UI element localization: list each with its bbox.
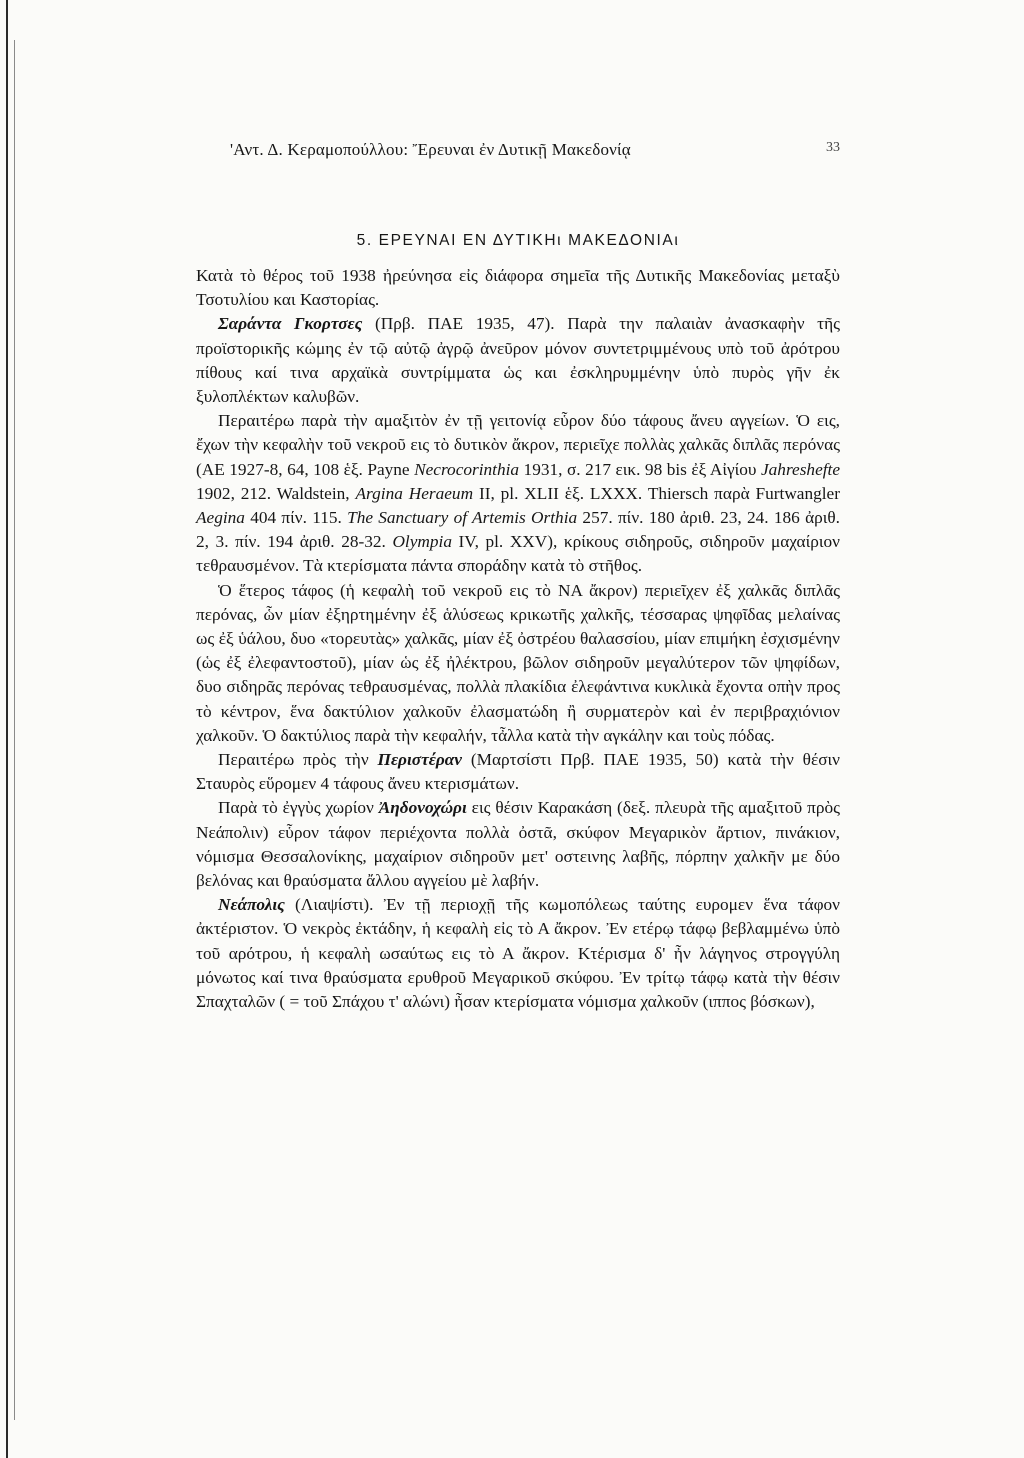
paragraph-second-grave (196, 579, 840, 748)
paragraph-text: (Λιαψίστι). Ἐν τῇ περιοχῇ τῆς κωμοπόλεως ταύτης ευρομεν ἕνα τάφον ἀκτέριστον. Ὁ νεκρὸς ἐκτάδην, ἡ κεφαλὴ εἰς τὸ Α ἄκρον. Ἐν ετέρῳ τάφῳ βεβλαμμένω ὑπὸ τοῦ αρότρου, ἡ κεφαλὴ ωσαύτως εις τὸ Α ἄκρον. Κτέρισμα δ' ἦν λάγηνος στρογγύλη μόνωτος καί τινα θραύσματα ερυθροῦ Μεγαρικοῦ σκύφου. Ἐν τρίτῳ τάφῳ κατὰ τὴν θέσιν Σπαχταλῶν ( = τοῦ Σπάχου τ' αλώνι) ἦσαν κτερίσματα νόμισμα χαλκοῦν (ιππος βόσκων), (196, 895, 840, 1012)
running-header (196, 140, 840, 166)
place-name: Νεάπολις (218, 895, 285, 915)
text-segment: Περαιτέρω παρὰ τὴν αμαξιτὸν ἐν τῇ γειτονίᾳ εὗρον δύο τάφους ἄνευ αγγείων. Ὁ εις, ἔχων τὴν κεφαλὴν τοῦ νεκροῦ εις τὸ δυτικὸν ἄκρον, περιεῖχε πολλὰς χαλκᾶς διπλᾶς περόνας (ΑΕ 1927-8, 64, 108 ἑξ. Payne (196, 411, 840, 479)
citation-title: Aegina (196, 508, 245, 528)
place-name: Ἀηδονοχώρι (378, 798, 467, 818)
text-segment: II, pl. XLII ἑξ. LXXX. Thiersch παρὰ Furtwangler (473, 483, 840, 503)
section-title: 5. ΕΡΕΥΝΑΙ ΕΝ ΔΥΤΙΚΗι ΜΑΚΕΔΟΝΙΑι (356, 232, 680, 249)
paragraph-text: Ὁ ἕτερος τάφος (ἡ κεφαλὴ τοῦ νεκροῦ εις τὸ ΝΑ ἄκρον) περιεῖχεν ἐξ χαλκᾶς διπλᾶς περόνας, ὧν μίαν ἐξηρτημένην ἐξ ἁλύσεως κρικωτῆς χαλκῆς, τέσσαρας ψηφῖδας μελαίνας ως ἐξ ὑάλου, δυο «τορευτὰς» χαλκᾶς, μίαν ἐξ ὀστρέου θαλασσίου, μίαν επιμήκη ἐσχισμένην (ὡς ἐξ ἐλεφαντοστοῦ), μίαν ὡς ἐξ ἠλέκτρου, βῶλον σιδηροῦν μεγαλύτερον τῶν ψηφίδων, δυο σιδηρᾶς περόνας τεθραυσμένας, πολλὰ πλακίδια ἐλεφάντινα κυκλικὰ ἔχοντα οπὴν προς τὸ κέντρον, ἕνα δακτύλιον χαλκοῦν ἐλασματώδη ἢ συρματερὸν καὶ ἐν περιβραχιόνιον χαλκοῦν. Ὁ δακτύλιος παρὰ τὴν κεφαλήν, τἆλλα κατὰ τὴν αγκάλην και τοὺς πόδας. (196, 580, 840, 745)
paragraph-intro (196, 264, 840, 312)
text-segment: (Μαρτσίστι Πρβ. ΠΑΕ 1935, 50) κατὰ τὴν θέσιν Σταυρὸς εὕρομεν 4 τάφους ἄνευ κτερισμάτων. (196, 750, 840, 794)
place-name: Περιστέραν (377, 750, 462, 770)
text-segment: Περαιτέρω πρὸς τὴν (218, 750, 378, 770)
citation-title: Argina Heraeum (355, 483, 474, 503)
body-text (196, 264, 840, 1014)
citation-title: The Sanctuary of Artemis Orthia (347, 508, 578, 528)
place-name: Σαράντα Γκορτσες (218, 314, 363, 334)
citation-title: Olympia (392, 532, 452, 552)
page-binding-edge (6, 0, 8, 1458)
text-segment: Παρὰ τὸ ἐγγὺς χωρίον (218, 798, 379, 818)
text-segment: 257. πίν. 180 ἀριθ. 23, 24. 186 ἀριθ. 2, 3. πίν. 194 ἀριθ. 28-32. (196, 508, 840, 552)
text-segment: εις θέσιν Καρακάση (δεξ. πλευρὰ τῆς αμαξιτοῦ πρὸς Νεάπολιν) εὗρον τάφον περιέχοντα πολλὰ ὀστᾶ, σκύφον Μεγαρικὸν ἄρτιον, πινάκιον, νόμισμα Θεσσαλονίκης, μαχαίριον σιδηροῦν μετ' οστεινης λαβῆς, πόρπην χαλκῆν με δύο βελόνας και θραύσματα ἄλλου αγγείου μὲ λαβήν. (196, 798, 840, 891)
running-title: 'Αντ. Δ. Κεραμοπούλλου: Ἔρευναι ἐν Δυτικῇ Μακεδονίᾳ (230, 140, 631, 159)
text-segment: 1931, σ. 217 εικ. 98 bis ἐξ Αἰγίου (519, 459, 761, 479)
text-segment: IV, pl. XXV), κρίκους σιδηροῦς, σιδηροῦν μαχαίριον τεθραυσμένον. Τὰ κτερίσματα πάντα σποράδην κατὰ τὸ στῆθος. (196, 532, 840, 576)
paragraph-neapolis (196, 893, 840, 1014)
citation-title: Necrocorinthia (414, 459, 520, 479)
paragraph-saranta (196, 312, 840, 409)
paragraph-aidonochori (196, 796, 840, 893)
text-segment: 404 πίν. 115. (244, 508, 348, 528)
paragraph-text: (Πρβ. ΠΑΕ 1935, 47). Παρὰ την παλαιὰν ἀνασκαφὴν τῆς προϊστορικῆς κώμης ἐν τῷ αὐτῷ ἀγρῷ ἀνεῦρον μόνον συντετριμμένους υπὸ τοῦ ἀρότρου πίθους καί τινα αρχαϊκὰ συντρίμματα ὡς και ἐσκληρυμμένην ὑπὸ πυρὸς γῆν ἐκ ξυλοπλέκτων καλυβῶν. (196, 314, 841, 407)
paragraph-first-grave (196, 409, 840, 578)
text-segment: 1902, 212. Waldstein, (196, 483, 356, 503)
citation-title: Jahreshefte (761, 459, 841, 479)
page-number: 33 (826, 140, 840, 155)
document-page (196, 140, 840, 1014)
page-shadow-line (14, 40, 15, 1420)
paragraph-peristera (196, 748, 840, 796)
paragraph-text: Κατὰ τὸ θέρος τοῦ 1938 ἠρεύνησα εἰς διάφορα σημεῖα τῆς Δυτικῆς Μακεδονίας μεταξὺ Τσοτυλίου και Καστορίας. (196, 266, 840, 310)
